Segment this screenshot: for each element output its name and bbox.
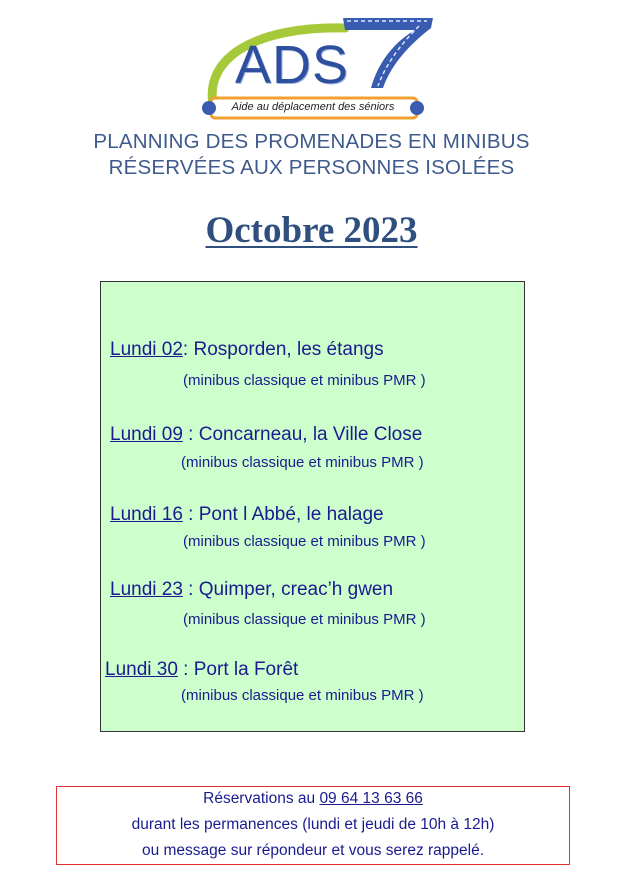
outing-vehicles: (minibus classique et minibus PMR ) <box>181 454 424 471</box>
outing-entry <box>105 659 298 681</box>
outing-destination: Port la Forêt <box>193 659 299 680</box>
outing-separator: : <box>177 659 194 680</box>
outing-vehicles: (minibus classique et minibus PMR ) <box>181 687 424 704</box>
outing-entry <box>110 579 393 601</box>
reservation-prefix: Réservations au <box>203 790 320 807</box>
outing-day: Lundi 16 <box>110 504 183 525</box>
outing-entry <box>110 424 422 446</box>
outing-entry <box>110 504 384 526</box>
page-heading-line1: PLANNING DES PROMENADES EN MINIBUS <box>93 130 530 153</box>
reservation-line <box>57 790 569 808</box>
outing-day: Lundi 30 <box>105 659 178 680</box>
outing-vehicles: (minibus classique et minibus PMR ) <box>183 533 426 550</box>
permanence-hours: durant les permanences (lundi et jeudi de 10h à 12h) <box>131 816 495 833</box>
outing-destination: Concarneau, la Ville Close <box>198 424 423 445</box>
logo-tagline: Aide au déplacement des séniors <box>231 101 395 113</box>
outing-destination: Rosporden, les étangs <box>193 339 384 360</box>
outing-destination: Quimper, creac’h gwen <box>198 579 394 600</box>
outing-separator: : <box>182 504 199 525</box>
outing-separator: : <box>182 339 194 360</box>
logo-brand: ADS <box>235 35 350 95</box>
schedule-box <box>100 281 525 732</box>
outing-vehicles: (minibus classique et minibus PMR ) <box>183 372 426 389</box>
outing-day: Lundi 09 <box>110 424 183 445</box>
outing-day: Lundi 02 <box>110 339 183 360</box>
outing-day: Lundi 23 <box>110 579 183 600</box>
reservation-box <box>56 786 570 865</box>
outing-vehicles: (minibus classique et minibus PMR ) <box>183 611 426 628</box>
month-title: Octobre 2023 <box>205 210 418 251</box>
outing-separator: : <box>182 424 199 445</box>
outing-separator: : <box>182 579 199 600</box>
ads-logo <box>195 8 435 126</box>
page-heading-line2: RÉSERVÉES AUX PERSONNES ISOLÉES <box>108 156 515 179</box>
voicemail-note: ou message sur répondeur et vous serez rappelé. <box>141 842 485 859</box>
outing-destination: Pont l Abbé, le halage <box>198 504 384 525</box>
phone-number[interactable]: 09 64 13 63 66 <box>319 790 423 807</box>
outing-entry <box>110 339 384 361</box>
